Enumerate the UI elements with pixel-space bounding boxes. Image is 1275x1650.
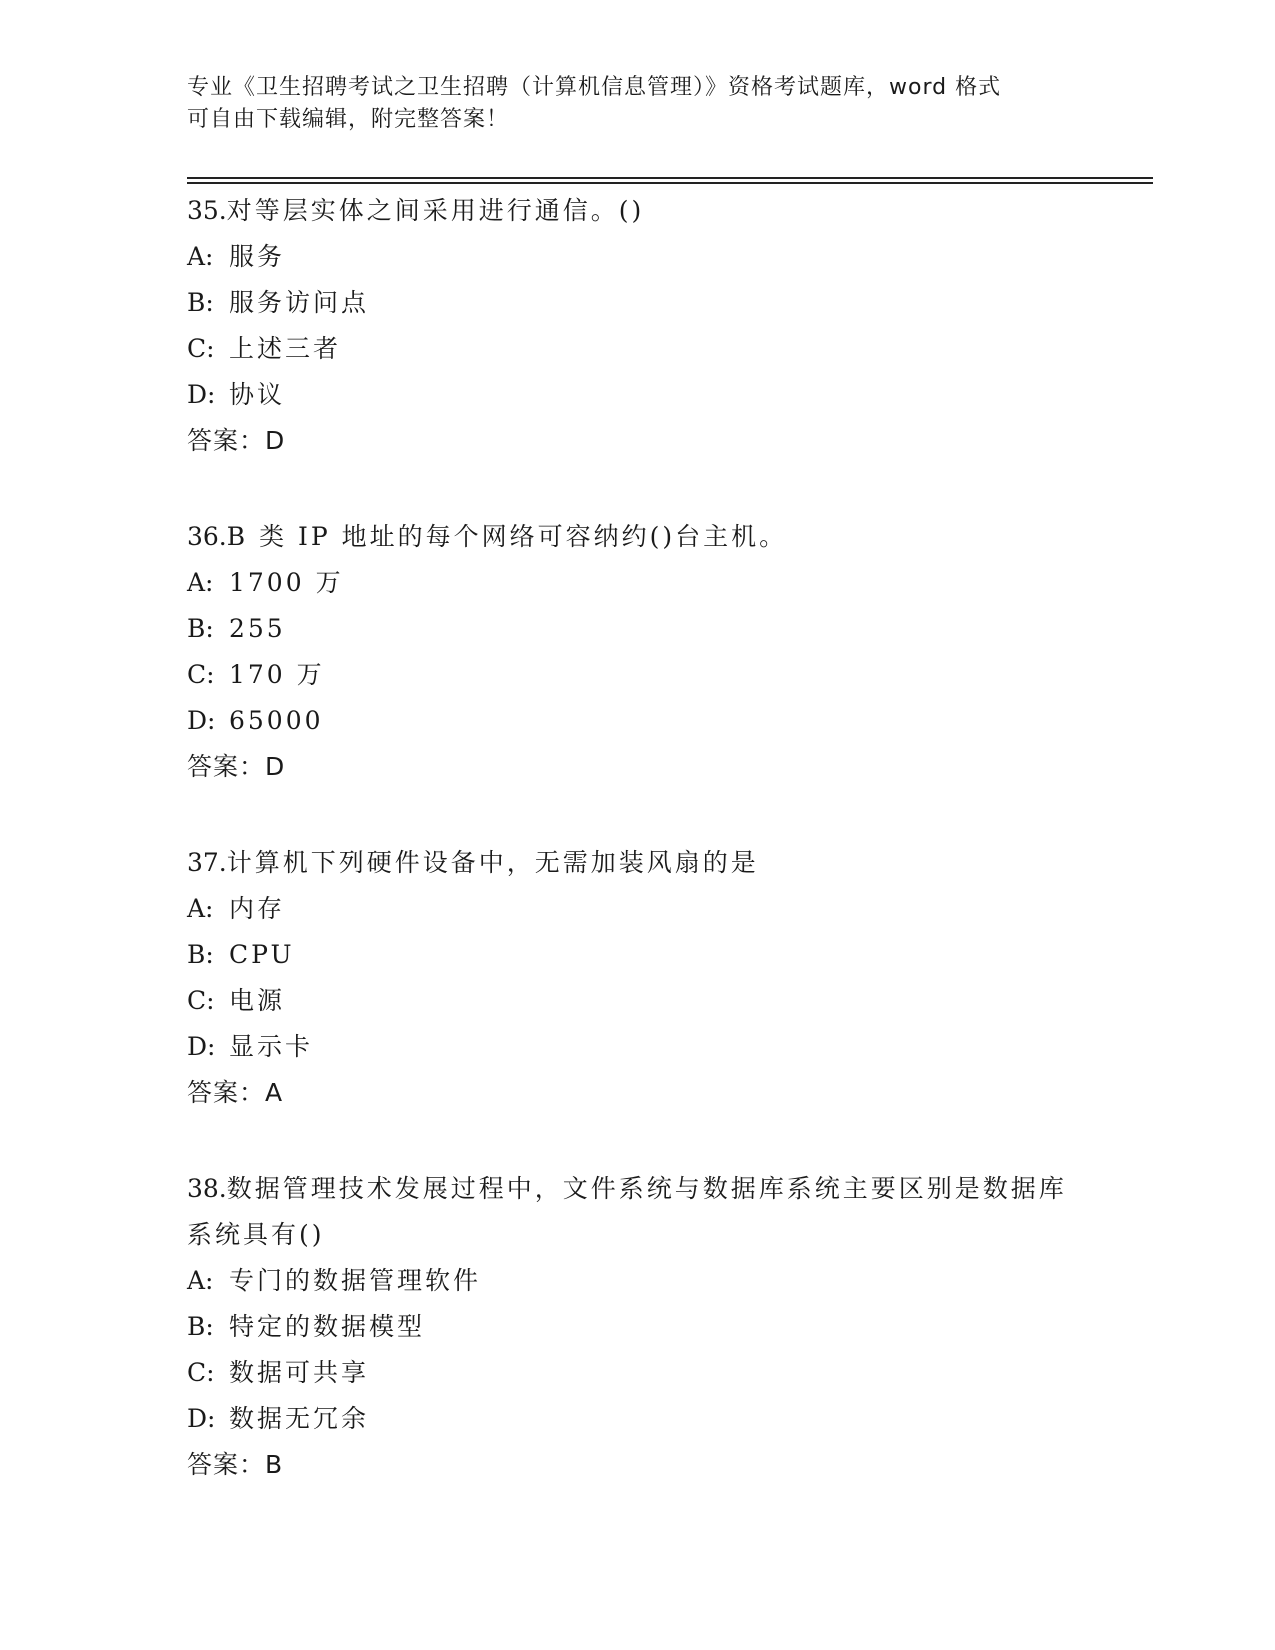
option-text: CPU	[229, 940, 295, 969]
question-number: 37.	[187, 848, 227, 877]
question-38	[187, 1166, 1087, 1488]
option-key: D:	[187, 380, 216, 409]
option-a	[187, 1258, 1087, 1304]
question-36	[187, 514, 1087, 790]
option-key: D:	[187, 1032, 216, 1061]
option-text: 专门的数据管理软件	[229, 1266, 482, 1295]
option-key: A:	[187, 1266, 214, 1295]
option-text: 1700 万	[229, 568, 344, 597]
answer-value: D	[265, 752, 286, 781]
option-key: D:	[187, 1404, 216, 1433]
option-key: A:	[187, 242, 214, 271]
question-text: B 类 IP 地址的每个网络可容纳约()台主机。	[226, 522, 788, 551]
question-35	[187, 188, 1087, 464]
option-d	[187, 1396, 1087, 1442]
answer-value: D	[265, 426, 286, 455]
question-text: 对等层实体之间采用进行通信。()	[226, 196, 645, 225]
option-key: A:	[187, 568, 214, 597]
question-text: 数据管理技术发展过程中，文件系统与数据库系统主要区别是数据库系统具有()	[187, 1174, 1067, 1249]
option-key: C:	[187, 334, 215, 363]
answer-label: 答案：	[187, 1078, 266, 1107]
option-text: 特定的数据模型	[229, 1312, 426, 1341]
answer-line	[187, 1070, 1087, 1116]
option-text: 内存	[229, 894, 286, 923]
option-c	[187, 652, 1087, 698]
option-text: 电源	[229, 986, 286, 1015]
answer-label: 答案：	[187, 752, 266, 781]
option-text: 65000	[229, 706, 324, 735]
question-text: 计算机下列硬件设备中，无需加装风扇的是	[226, 848, 759, 877]
option-text: 显示卡	[229, 1032, 314, 1061]
question-37	[187, 840, 1087, 1116]
option-key: B:	[187, 614, 214, 643]
header-line-2: 可自由下载编辑，附完整答案！	[187, 107, 510, 132]
option-c	[187, 1350, 1087, 1396]
question-stem	[187, 514, 1087, 560]
option-text: 170 万	[229, 660, 325, 689]
option-text: 上述三者	[229, 334, 342, 363]
option-key: B:	[187, 1312, 214, 1341]
option-text: 数据无冗余	[229, 1404, 370, 1433]
option-b	[187, 932, 1087, 978]
option-c	[187, 326, 1087, 372]
question-stem	[187, 840, 1087, 886]
answer-line	[187, 418, 1087, 464]
option-d	[187, 372, 1087, 418]
header-divider-top	[187, 177, 1153, 179]
option-key: B:	[187, 940, 214, 969]
option-key: B:	[187, 288, 214, 317]
option-a	[187, 234, 1087, 280]
option-text: 服务	[229, 242, 286, 271]
option-key: D:	[187, 706, 216, 735]
option-key: A:	[187, 894, 214, 923]
option-b	[187, 606, 1087, 652]
header-line-1: 专业《卫生招聘考试之卫生招聘（计算机信息管理）》资格考试题库，word 格式	[187, 75, 1002, 100]
option-key: C:	[187, 660, 215, 689]
option-key: C:	[187, 1358, 215, 1387]
option-text: 数据可共享	[229, 1358, 370, 1387]
option-text: 255	[229, 614, 286, 643]
option-d	[187, 698, 1087, 744]
answer-value: A	[265, 1078, 284, 1107]
question-stem	[187, 188, 1087, 234]
option-b	[187, 280, 1087, 326]
document-header	[187, 72, 1067, 136]
option-c	[187, 978, 1087, 1024]
header-divider-bottom	[187, 182, 1153, 184]
answer-line	[187, 744, 1087, 790]
question-stem	[187, 1166, 1087, 1258]
question-number: 36.	[187, 522, 227, 551]
answer-value: B	[265, 1450, 284, 1479]
option-text: 协议	[229, 380, 286, 409]
option-a	[187, 886, 1087, 932]
question-list	[187, 188, 1087, 1538]
answer-label: 答案：	[187, 426, 266, 455]
option-key: C:	[187, 986, 215, 1015]
option-b	[187, 1304, 1087, 1350]
option-d	[187, 1024, 1087, 1070]
question-number: 35.	[187, 196, 227, 225]
option-text: 服务访问点	[229, 288, 370, 317]
question-number: 38.	[187, 1174, 227, 1203]
answer-label: 答案：	[187, 1450, 266, 1479]
option-a	[187, 560, 1087, 606]
answer-line	[187, 1442, 1087, 1488]
